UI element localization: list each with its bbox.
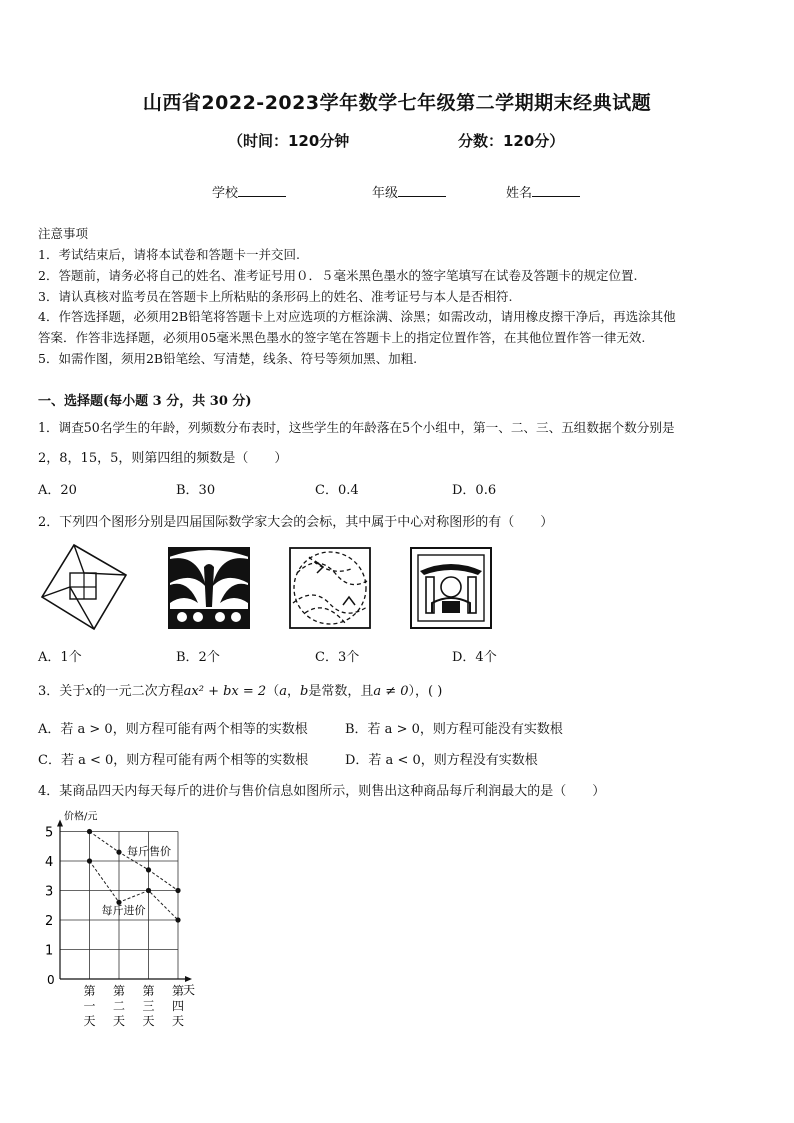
notice-item: 答案．作答非选择题，必须用05毫米黑色墨水的签字笔在答题卡上的指定位置作答，在其他位置作答一律无效. (38, 330, 646, 345)
y-tick-label: 3 (45, 884, 54, 900)
school-label: 学校 (212, 186, 239, 201)
origin-label: 0 (47, 973, 55, 987)
grade-label: 年级 (372, 186, 399, 201)
data-point (146, 888, 151, 893)
x-tick-label: 天 (142, 1014, 155, 1028)
q1-option-c[interactable]: C．0.4 (315, 483, 359, 498)
x-tick-label: 天 (172, 1014, 185, 1028)
question-4-stem: 4．某商品四天内每天每斤的进价与售价信息如图所示，则售出这种商品每斤利润最大的是（ ） (38, 784, 606, 799)
name-field[interactable] (506, 182, 580, 201)
x-axis-label: 天 (183, 983, 196, 997)
data-point (87, 858, 92, 863)
logo-figure-4 (410, 547, 492, 629)
q1-option-a[interactable]: A．20 (38, 483, 77, 498)
y-tick-label: 5 (45, 825, 54, 841)
logo-figure-2 (168, 547, 250, 629)
x-tick-label: 第 (142, 984, 155, 998)
notice-item: 5．如需作图，须用2B铅笔绘、写清楚，线条、符号等须加黑、加粗. (38, 351, 418, 366)
x-tick-label: 天 (113, 1014, 126, 1028)
question-1-line1: 1．调查50名学生的年龄，列频数分布表时，这些学生的年龄落在5个小组中，第一、二、三、五组数据个数分别是 (38, 420, 675, 435)
x-tick-label: 天 (83, 1014, 96, 1028)
equation: ax² + bx = 2 (183, 684, 267, 699)
q3-option-a[interactable]: A．若 a > 0，则方程可能有两个相等的实数根 (38, 722, 308, 737)
y-axis-arrow (57, 820, 63, 827)
y-tick-label: 2 (45, 914, 54, 929)
data-point (146, 867, 151, 872)
q2-option-c[interactable]: C．3个 (315, 650, 360, 665)
page-title: 山西省2022-2023学年数学七年级第二学期期末经典试题 (142, 92, 652, 114)
x-tick-label: 三 (142, 999, 155, 1013)
notice-item: 2．答题前，请务必将自己的姓名、准考证号用０．５毫米黑色墨水的签字笔填写在试卷及答题卡的规定位置. (38, 268, 638, 283)
y-tick-label: 1 (45, 943, 54, 959)
logo-figure-1 (40, 543, 128, 631)
exam-score: 分数：120分） (458, 132, 565, 150)
series-label-sale: 每斤售价 (127, 845, 171, 859)
data-point (116, 850, 121, 855)
q3-option-c[interactable]: C．若 a < 0，则方程可能有两个相等的实数根 (38, 753, 309, 768)
grade-field[interactable] (372, 182, 446, 201)
section-heading: 一、选择题(每小题 3 分，共 30 分) (38, 394, 252, 409)
logo-figure-3 (289, 547, 371, 629)
price-chart (36, 802, 216, 1032)
exam-time: （时间：120分钟 (228, 132, 350, 150)
x-axis-arrow (185, 976, 192, 982)
q2-option-b[interactable]: B．2个 (176, 650, 220, 665)
y-axis-label: 价格/元 (64, 811, 98, 823)
series-label-cost: 每斤进价 (101, 904, 146, 918)
data-point (175, 917, 180, 922)
notice-item: 3．请认真核对监考员在答题卡上所粘贴的条形码上的姓名、准考证号与本人是否相符. (38, 289, 513, 304)
x-tick-label: 一 (83, 999, 96, 1013)
q3-option-b[interactable]: B．若 a > 0，则方程可能没有实数根 (345, 722, 563, 737)
notice-item: 4．作答选择题，必须用2B铅笔将答题卡上对应选项的方框涂满、涂黑；如需改动，请用橡皮擦干净后，再选涂其他 (38, 309, 676, 324)
q1-option-b[interactable]: B．30 (176, 483, 216, 498)
school-field[interactable] (212, 182, 286, 201)
x-tick-label: 二 (113, 999, 126, 1013)
x-tick-label: 第 (83, 984, 96, 998)
x-tick-label: 第 (113, 984, 126, 998)
q1-option-d[interactable]: D．0.6 (452, 483, 497, 498)
x-tick-label: 第 (172, 984, 185, 998)
q2-option-a[interactable]: A．1个 (38, 650, 82, 665)
name-label: 姓名 (506, 186, 533, 201)
q2-option-d[interactable]: D．4个 (452, 650, 497, 665)
notice-heading: 注意事项 (38, 226, 89, 241)
data-point (87, 829, 92, 834)
q3-option-d[interactable]: D．若 a < 0，则方程没有实数根 (345, 753, 538, 768)
question-1-line2: 2，8，15，5，则第四组的频数是（ ） (38, 451, 288, 466)
question-2-stem: 2．下列四个图形分别是四届国际数学家大会的会标，其中属于中心对称图形的有（ ） (38, 515, 554, 530)
y-tick-label: 4 (45, 855, 54, 870)
x-tick-label: 四 (172, 999, 185, 1013)
question-3-stem: 3．关于x的一元二次方程ax² + bx = 2（a，b是常数，且a ≠ 0），( ) (38, 684, 443, 699)
notice-item: 1．考试结束后，请将本试卷和答题卡一并交回. (38, 247, 300, 262)
data-point (175, 888, 180, 893)
